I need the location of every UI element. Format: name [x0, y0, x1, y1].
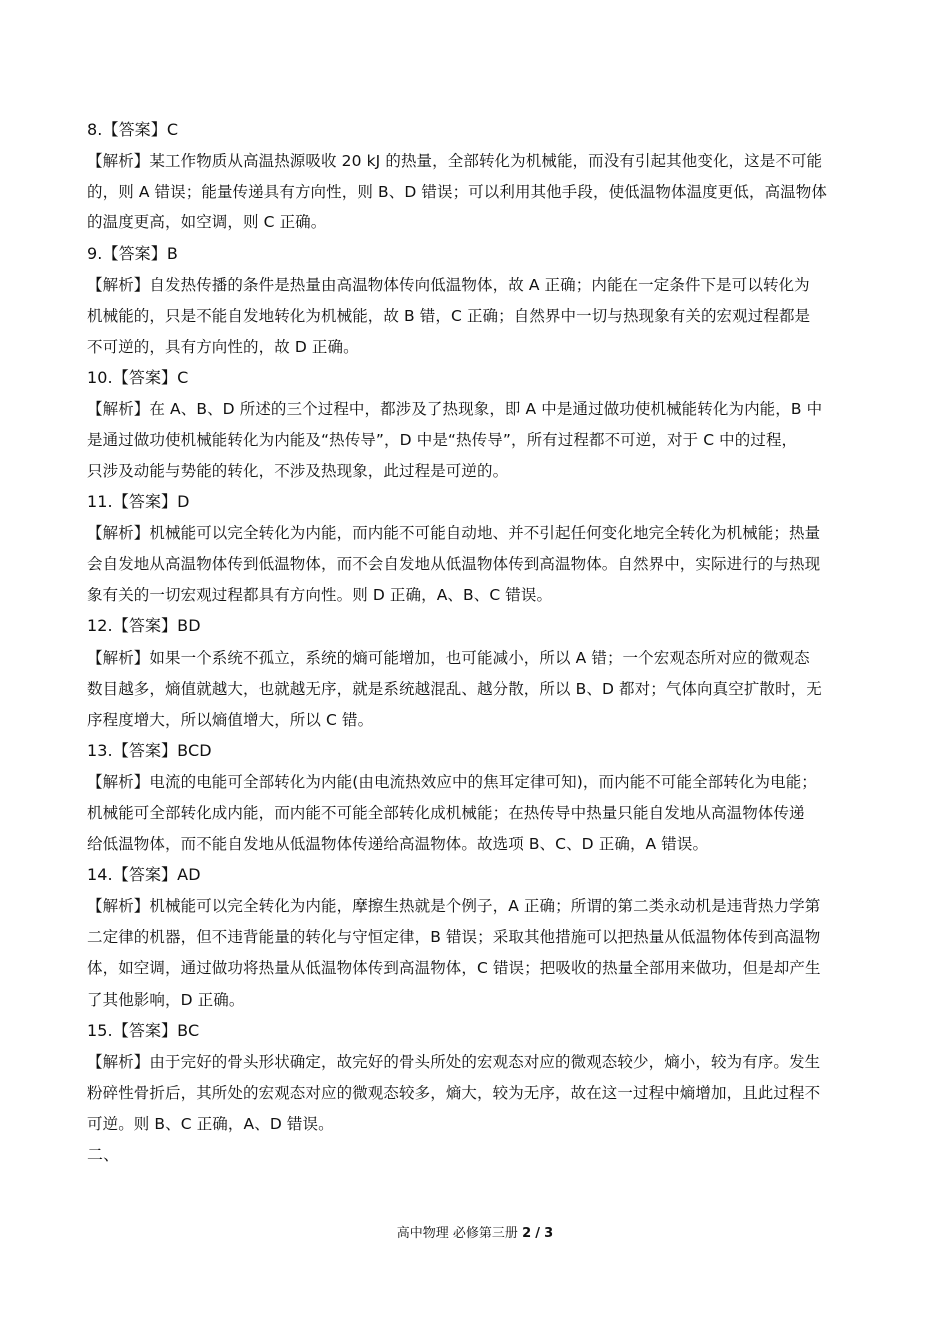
explanation-10-line-2: 是通过做功使机械能转化为内能及“热传导”，D 中是“热传导”，所有过程都不可逆，对于 C 中的过程，	[87, 431, 798, 449]
answer-11-heading: 11.【答案】D	[87, 492, 190, 511]
explanation-12-line-2: 数目越多，熵值就越大，也就越无序，就是系统越混乱、越分散，所以 B、D 都对；气体向真空扩散时，无	[87, 680, 822, 698]
explanation-15-line-3: 可逆。则 B、C 正确，A、D 错误。	[87, 1115, 334, 1133]
explanation-9-line-3: 不可逆的，具有方向性的，故 D 正确。	[87, 338, 359, 356]
explanation-8-line-1: 【解析】某工作物质从高温热源吸收 20 kJ 的热量，全部转化为机械能，而没有引起其他变化，这是不可能	[87, 152, 823, 170]
explanation-12-line-3: 序程度增大，所以熵值增大，所以 C 错。	[87, 711, 374, 729]
explanation-11-line-2: 会自发地从高温物体传到低温物体，而不会自发地从低温物体传到高温物体。自然界中，实际进行的与热现	[87, 555, 821, 573]
explanation-11-line-3: 象有关的一切宏观过程都具有方向性。则 D 正确，A、B、C 错误。	[87, 586, 553, 604]
explanation-10-line-1: 【解析】在 A、B、D 所述的三个过程中，都涉及了热现象，即 A 中是通过做功使机械能转化为内能，B 中	[87, 400, 823, 418]
answer-10-heading: 10.【答案】C	[87, 368, 189, 387]
explanation-13-line-2: 机械能可全部转化成内能，而内能不可能全部转化成机械能；在热传导中热量只能自发地从高温物体传递	[87, 804, 805, 822]
explanation-14-line-4: 了其他影响，D 正确。	[87, 991, 245, 1009]
page-footer	[0, 1225, 950, 1243]
explanation-15-line-2: 粉碎性骨折后，其所处的宏观态对应的微观态较多，熵大，较为无序，故在这一过程中熵增加，且此过程不	[87, 1084, 821, 1102]
explanation-15-line-1: 【解析】由于完好的骨头形状确定，故完好的骨头所处的宏观态对应的微观态较少，熵小，较为有序。发生	[87, 1053, 821, 1071]
explanation-8-line-2: 的，则 A 错误；能量传递具有方向性，则 B、D 错误；可以利用其他手段，使低温物体温度更低，高温物体	[87, 183, 827, 201]
answer-15-heading: 15.【答案】BC	[87, 1021, 200, 1040]
explanation-11-line-1: 【解析】机械能可以完全转化为内能，而内能不可能自动地、并不引起任何变化地完全转化为机械能；热量	[87, 524, 821, 542]
answer-9-heading: 9.【答案】B	[87, 244, 178, 263]
footer-page-total: 3	[544, 1226, 554, 1241]
footer-page-current: 2	[522, 1226, 532, 1241]
explanation-9-line-2: 机械能的，只是不能自发地转化为机械能，故 B 错，C 正确；自然界中一切与热现象有关的宏观过程都是	[87, 307, 811, 325]
explanation-9-line-1: 【解析】自发热传播的条件是热量由高温物体传向低温物体，故 A 正确；内能在一定条件下是可以转化为	[87, 276, 810, 294]
explanation-12-line-1: 【解析】如果一个系统不孤立，系统的熵可能增加，也可能减小，所以 A 错；一个宏观态所对应的微观态	[87, 649, 810, 667]
explanation-13-line-3: 给低温物体，而不能自发地从低温物体传递给高温物体。故选项 B、C、D 正确，A 错误。	[87, 835, 709, 853]
answer-12-heading: 12.【答案】BD	[87, 616, 201, 635]
explanation-13-line-1: 【解析】电流的电能可全部转化为内能(由电流热效应中的焦耳定律可知)，而内能不可能全部转化为电能；	[87, 773, 817, 791]
explanation-14-line-3: 体，如空调，通过做功将热量从低温物体传到高温物体，C 错误；把吸收的热量全部用来做功，但是却产生	[87, 959, 821, 977]
footer-page-separator: /	[535, 1226, 541, 1241]
explanation-14-line-2: 二定律的机器，但不违背能量的转化与守恒定律，B 错误；采取其他措施可以把热量从低温物体传到高温物	[87, 928, 821, 946]
answer-13-heading: 13.【答案】BCD	[87, 741, 212, 760]
footer-course-title: 高中物理 必修第三册	[396, 1226, 518, 1241]
section-two-heading: 二、	[87, 1145, 120, 1164]
answer-14-heading: 14.【答案】AD	[87, 865, 201, 884]
answer-8-heading: 8.【答案】C	[87, 120, 179, 139]
explanation-10-line-3: 只涉及动能与势能的转化，不涉及热现象，此过程是可逆的。	[87, 462, 509, 480]
explanation-8-line-3: 的温度更高，如空调，则 C 正确。	[87, 213, 327, 231]
explanation-14-line-1: 【解析】机械能可以完全转化为内能，摩擦生热就是个例子，A 正确；所谓的第二类永动机是违背热力学第	[87, 897, 821, 915]
